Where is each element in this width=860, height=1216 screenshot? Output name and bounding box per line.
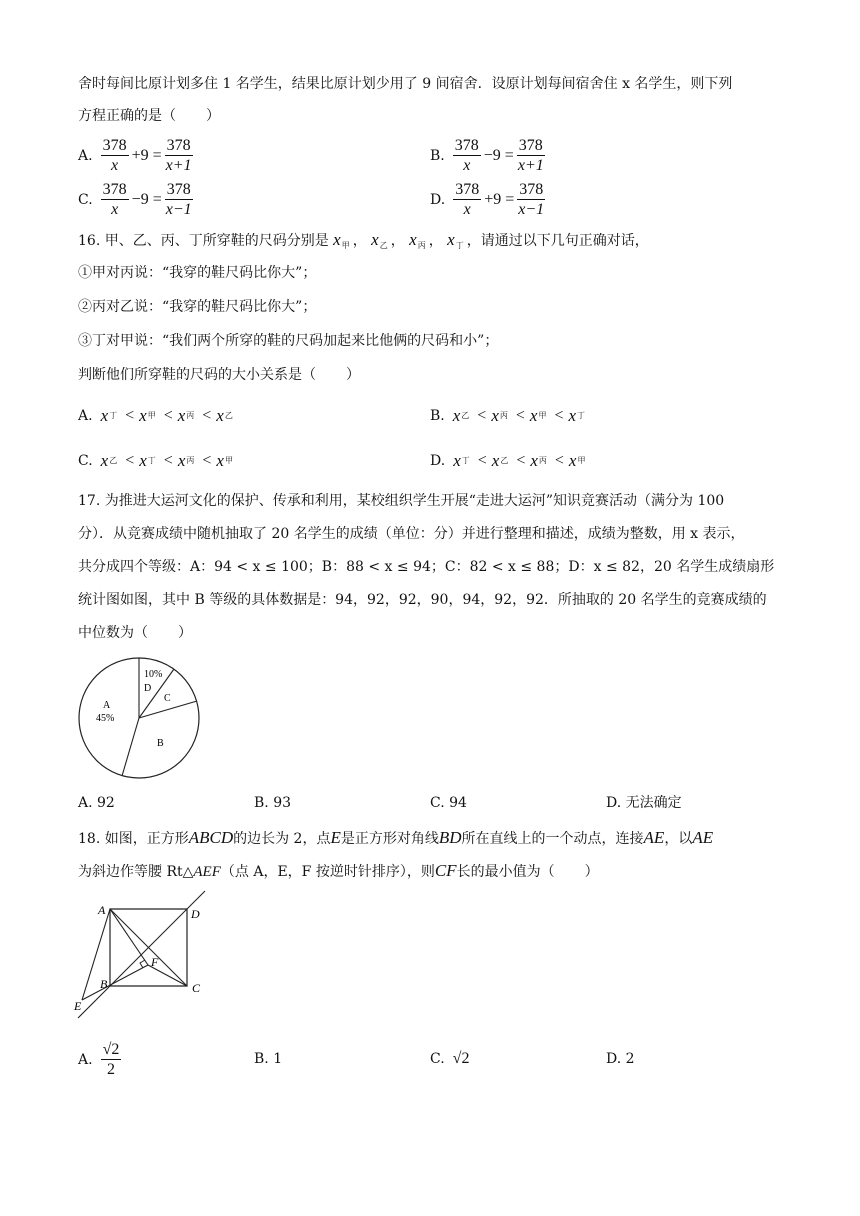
- fraction: $\frac{378}{x-1}$: [518, 181, 545, 218]
- fraction: $\frac{378}{x}$: [455, 181, 480, 218]
- q17-option-d[interactable]: D. 无法确定: [606, 795, 682, 811]
- q17-stem-line2: 分）．从竞赛成绩中随机抽取了 20 名学生的成绩（单位：分）并进行整理和描述，成绩为整数，用 x 表示，: [78, 526, 745, 542]
- fraction: $\frac{378}{x+1}$: [517, 137, 544, 174]
- q15-option-c[interactable]: C. $\frac{378}{x}$ −9 = $\frac{378}{x-1}$: [78, 181, 192, 218]
- point-label-d: D: [191, 907, 200, 921]
- fraction: $\frac{378}{x+1}$: [165, 137, 192, 174]
- pie-label-c: C: [164, 693, 171, 704]
- point-label-f: F: [151, 955, 159, 969]
- q15-option-a[interactable]: A. $\frac{378}{x}$ +9 = $\frac{378}{x+1}$: [78, 137, 192, 174]
- q17-stem-line3: 共分成四个等级：A：94 < x ≤ 100；B：88 < x ≤ 94；C：82 < x ≤ 88；D：x ≤ 82，20 名学生成绩扇形: [78, 559, 775, 575]
- q16-option-d[interactable]: D. x 丁 < x 乙 < x 丙 < x 甲: [430, 451, 586, 470]
- q16-statement-1: ①甲对丙说：“我穿的鞋尺码比你大”；: [78, 265, 317, 281]
- fraction: $\frac{378}{x}$: [102, 181, 127, 218]
- pie-label-d: D: [144, 683, 152, 694]
- q16-statement-3: ③丁对甲说：“我们两个所穿的鞋的尺码加起来比他俩的尺码和小”；: [78, 333, 499, 349]
- q17-pie-chart: [70, 652, 210, 782]
- q16-statement-2: ②丙对乙说：“我穿的鞋尺码比你大”；: [78, 299, 317, 315]
- point-label-b: B: [100, 977, 108, 991]
- q15-stem-line1: 舍时每间比原计划多住 1 名学生，结果比原计划少用了 9 间宿舍．设原计划每间宿舍住 x 名学生，则下列: [78, 76, 733, 92]
- pie-label-a: A: [103, 700, 111, 711]
- point-label-e: E: [74, 999, 82, 1013]
- pie-label-a-percent: 45%: [96, 713, 115, 724]
- q17-option-b[interactable]: B. 93: [254, 795, 292, 811]
- pie-label-b: B: [157, 738, 164, 749]
- segment-ef: [82, 965, 148, 1000]
- q16-stem: 16. 甲、乙、丙、丁所穿鞋的尺码分别是 $x_甲$ ， $x_乙$ ， $x_丙$ ， $x_丁$ ，请通过以下几句正确对话，: [78, 230, 649, 250]
- q18-option-d[interactable]: D. 2: [606, 1051, 635, 1067]
- fraction: $\frac{378}{x}$: [102, 137, 127, 174]
- q17-stem-line1: 17. 为推进大运河文化的保护、传承和利用，某校组织学生开展“走进大运河”知识竞赛活动（满分为 100: [78, 493, 725, 509]
- point-label-c: C: [192, 981, 201, 995]
- q15-option-b[interactable]: B. $\frac{378}{x}$ −9 = $\frac{378}{x+1}$: [430, 137, 544, 174]
- q16-option-b[interactable]: B. x 乙 < x 丙 < x 甲 < x 丁: [430, 406, 586, 425]
- pie-label-d-percent: 10%: [144, 669, 163, 680]
- q18-option-a[interactable]: A. $\frac{√2}{2}$: [78, 1041, 120, 1078]
- q18-stem-line2: 为斜边作等腰 Rt△AEF（点 A，E，F 按逆时针排序），则CF长的最小值为（ ）: [78, 861, 599, 880]
- q18-geometry-figure: [70, 885, 220, 1025]
- fraction: $\frac{√2}{2}$: [102, 1041, 120, 1078]
- q18-stem-line1: 18. 如图，正方形ABCD的边长为 2，点E是正方形对角线BD所在直线上的一个动点，连接AE，以AE: [78, 828, 714, 847]
- q15-option-d[interactable]: D. $\frac{378}{x}$ +9 = $\frac{378}{x-1}$: [430, 181, 545, 218]
- q17-option-a[interactable]: A. 92: [78, 795, 115, 811]
- q16-option-a[interactable]: A. x 丁 < x 甲 < x 丙 < x 乙: [78, 406, 233, 425]
- point-label-a: A: [98, 903, 106, 917]
- q18-option-c[interactable]: C. √2: [430, 1050, 470, 1067]
- fraction: $\frac{378}{x-1}$: [165, 181, 192, 218]
- segment-af: [110, 909, 148, 965]
- q15-stem-line2: 方程正确的是（ ）: [78, 108, 220, 124]
- q17-stem-line4: 统计图如图，其中 B 等级的具体数据是：94，92，92，90，94，92，92．所抽取的 20 名学生的竞赛成绩的: [78, 592, 767, 608]
- q16-question: 判断他们所穿鞋的尺码的大小关系是（ ）: [78, 367, 360, 383]
- q18-option-b[interactable]: B. 1: [254, 1051, 283, 1067]
- fraction: $\frac{378}{x}$: [454, 137, 479, 174]
- q17-option-c[interactable]: C. 94: [430, 795, 467, 811]
- q17-stem-line5: 中位数为（ ）: [78, 625, 192, 641]
- q16-option-c[interactable]: C. x 乙 < x 丁 < x 丙 < x 甲: [78, 451, 233, 470]
